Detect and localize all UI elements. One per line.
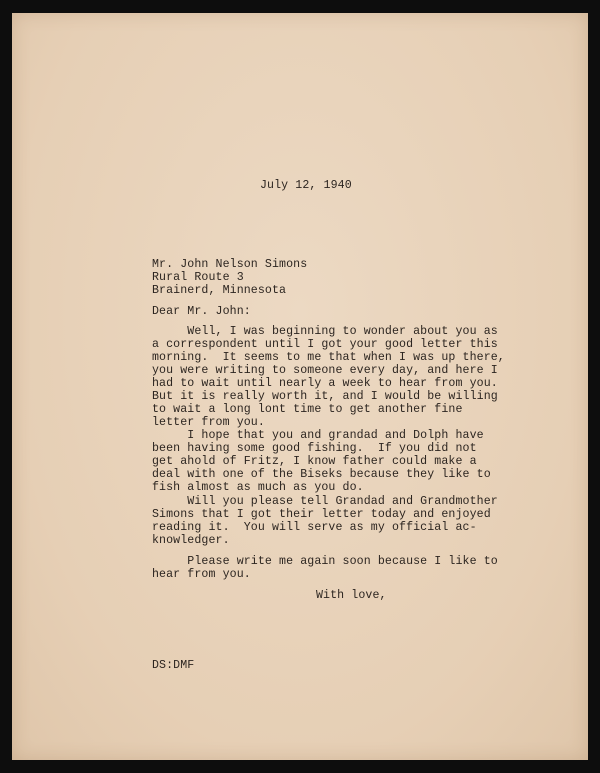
text-line: I hope that you and grandad and Dolph have [152,429,484,442]
text-line: fish almost as much as you do. [152,481,364,494]
body-paragraph-4 [152,555,498,581]
text-line: get ahold of Fritz, I know father could make a [152,455,477,468]
text-line: letter from you. [152,416,265,429]
reference-initials: DS:DMF [152,659,195,672]
text-line: Will you please tell Grandad and Grandmother [152,495,498,508]
text-line: to wait a long lont time to get another fine [152,403,463,416]
text-line: But it is really worth it, and I would be willing [152,390,498,403]
letter-page [12,13,588,760]
body-paragraph-1 [152,325,505,429]
text-line: reading it. You will serve as my official ac- [152,521,477,534]
address-line: Rural Route 3 [152,271,244,284]
text-line: Well, I was beginning to wonder about you as [152,325,498,338]
letter-date: July 12, 1940 [260,179,352,192]
recipient-address [152,258,307,297]
text-line: morning. It seems to me that when I was up there, [152,351,505,364]
text-line: you were writing to someone every day, and here I [152,364,498,377]
text-line: deal with one of the Biseks because they like to [152,468,491,481]
text-line: Please write me again soon because I like to [152,555,498,568]
text-line: had to wait until nearly a week to hear from you. [152,377,498,390]
text-line: Simons that I got their letter today and enjoyed [152,508,491,521]
text-line: a correspondent until I got your good letter this [152,338,498,351]
text-line: knowledger. [152,534,230,547]
salutation: Dear Mr. John: [152,305,251,318]
body-paragraph-3 [152,495,498,547]
closing: With love, [316,589,387,602]
body-paragraph-2 [152,429,491,494]
text-line: been having some good fishing. If you did not [152,442,477,455]
address-line: Brainerd, Minnesota [152,284,287,297]
address-line: Mr. John Nelson Simons [152,258,308,271]
text-line: hear from you. [152,568,251,581]
